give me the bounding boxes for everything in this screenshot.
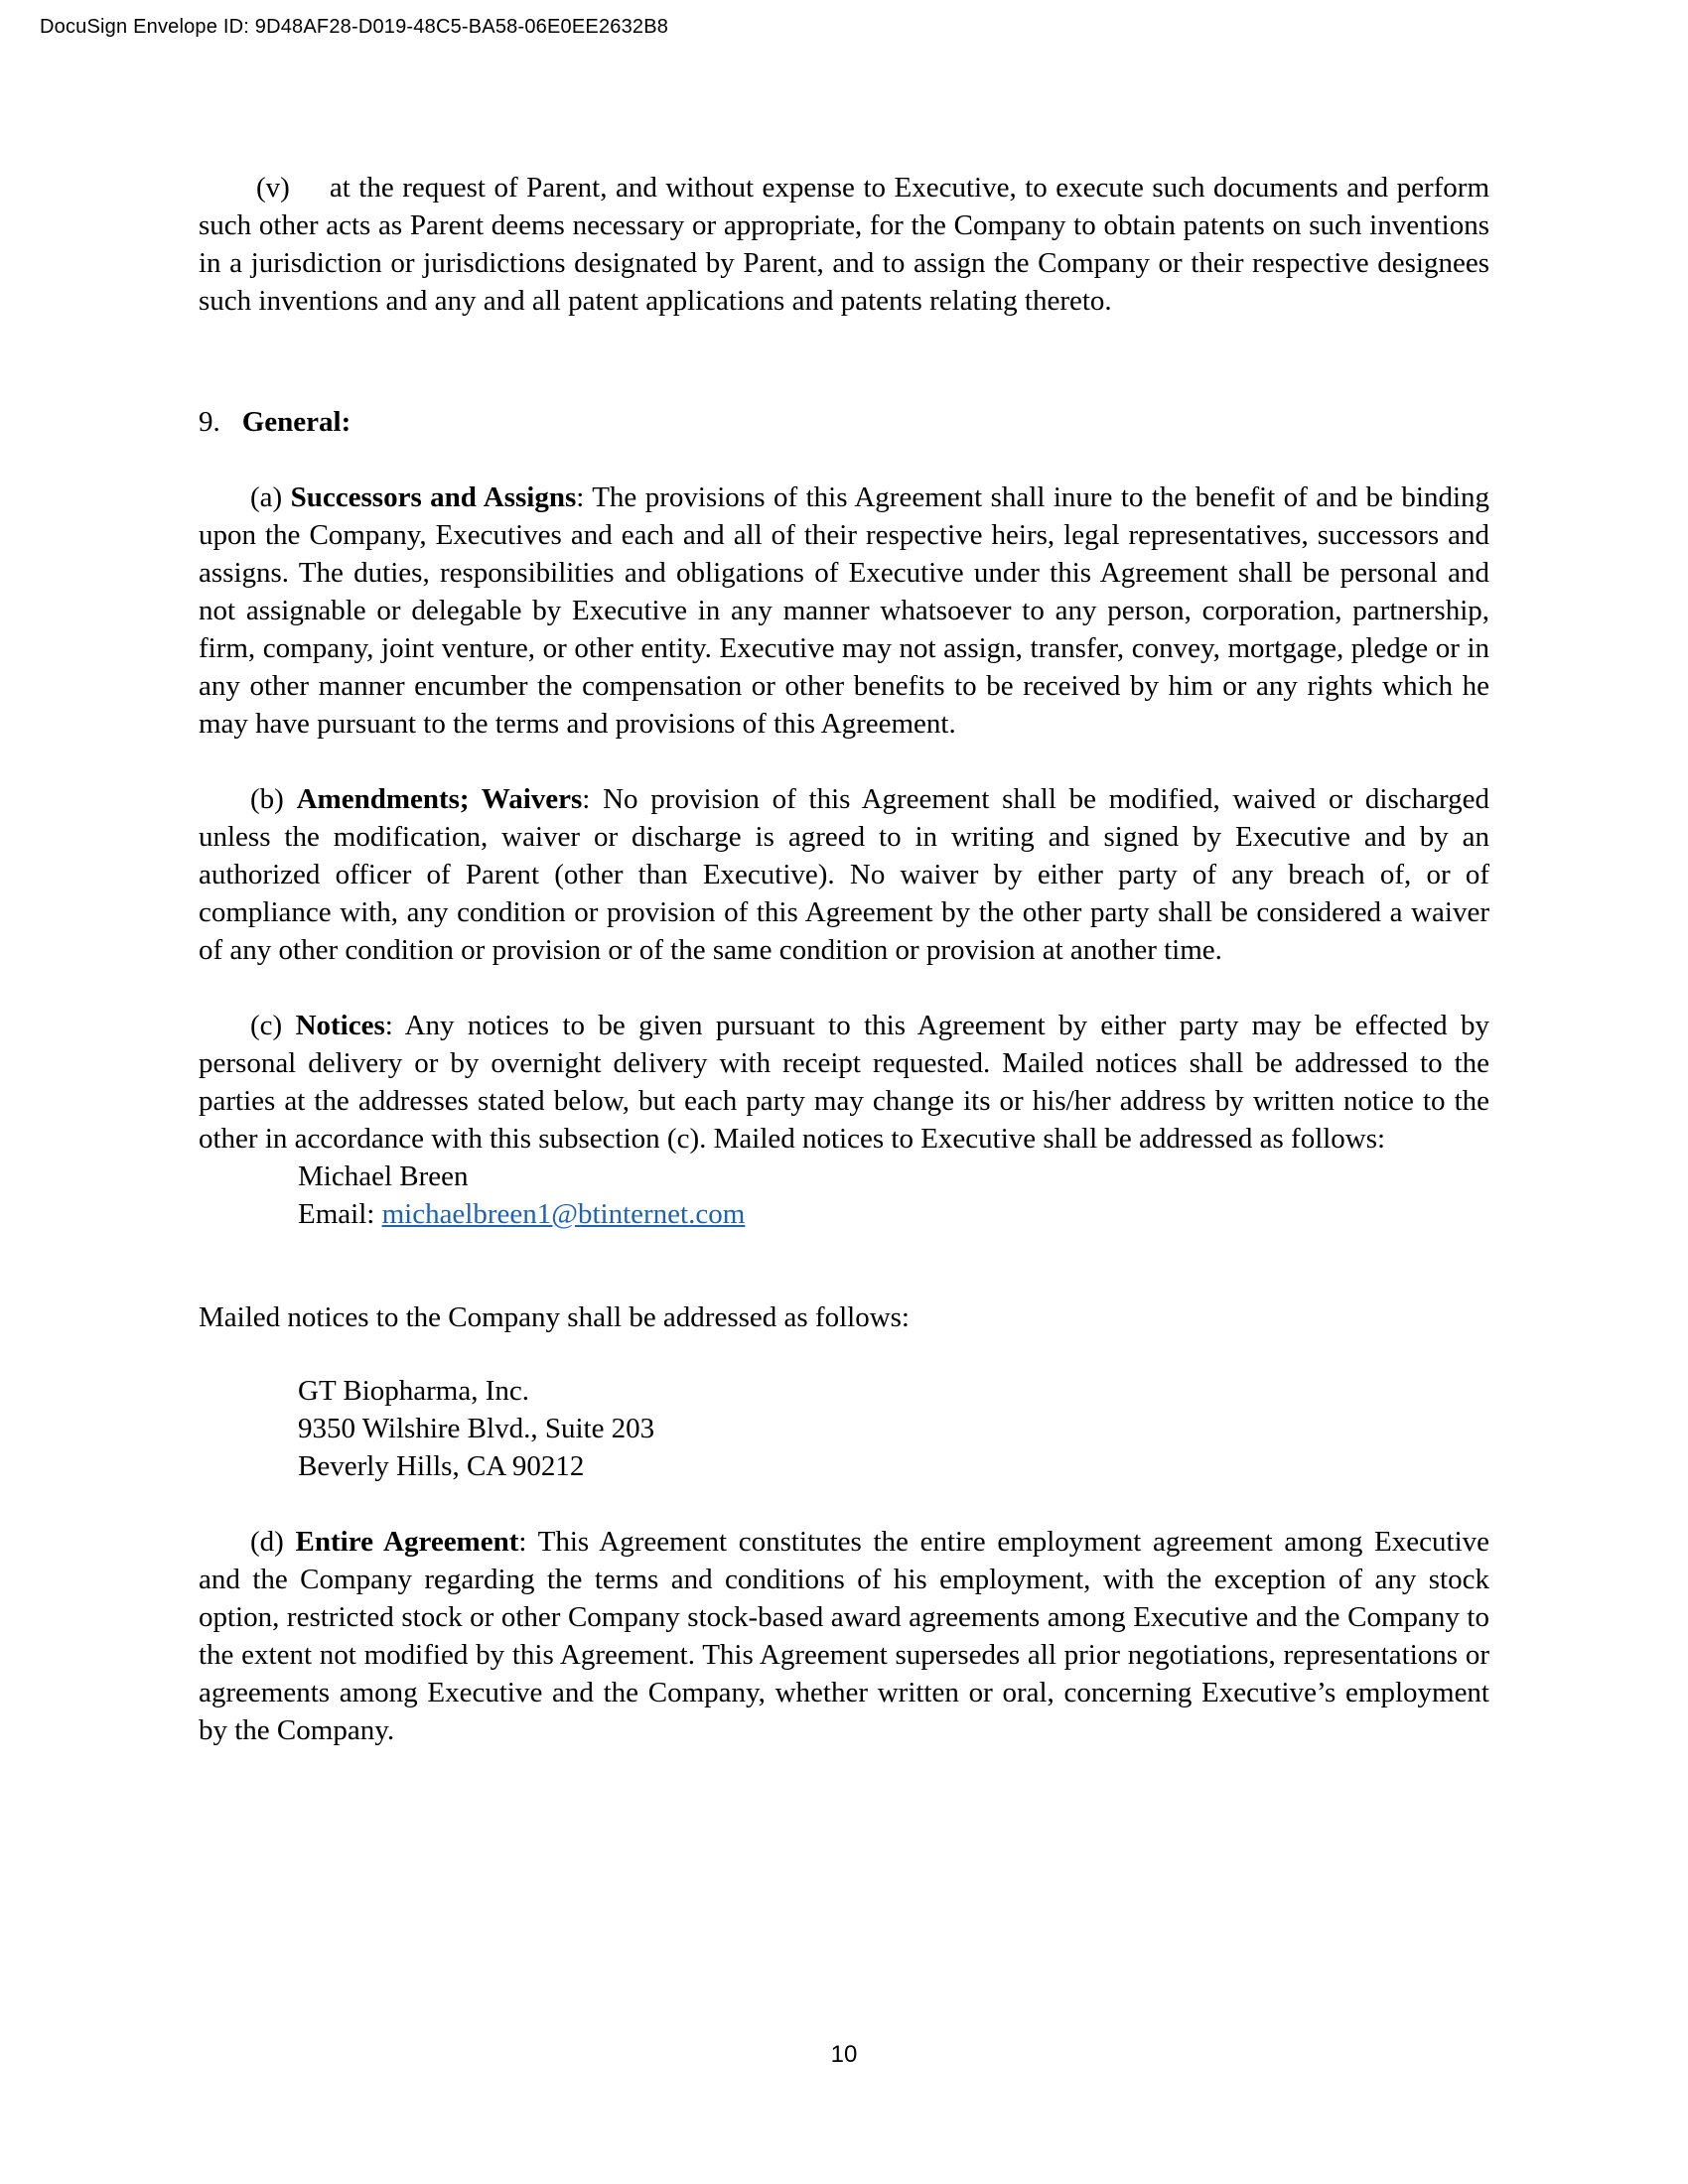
clause-v-paragraph (199, 169, 1489, 320)
paragraph-c-text: : Any notices to be given pursuant to this Agreement by either party may be effected by personal delivery or by overnight delivery with receipt requested. Mailed notices shall be addressed to the parties at the addresses stated below, but each party may change its or his/her address by written notice to the other in accordance with this subsection (c). Mailed notices to Executive shall be addressed as follows: (199, 1010, 1490, 1155)
company-address-city: Beverly Hills, CA 90212 (298, 1450, 585, 1482)
paragraph-d-text: : This Agreement constitutes the entire employment agreement among Executive and the Company regarding the terms and conditions of his employment, with the exception of any stock option, restricted stock or other Company stock-based award agreements among Executive and the Company to the extent not modified by this Agreement. This Agreement supersedes all prior negotiations, representations or agreements among Executive and the Company, whether written or oral, concerning Executive’s employment by the Company. (199, 1526, 1489, 1746)
paragraph-a-text: : The provisions of this Agreement shall inure to the benefit of and be binding upon the Company, Executives and each and all of their respective heirs, legal representatives, successors and assigns. The duties, responsibilities and obligations of Executive under this Agreement shall be personal and not assignable or delegable by Executive in any manner whatsoever to any person, corporation, partnership, firm, company, joint venture, or other entity. Executive may not assign, transfer, convey, mortgage, pledge or in any other manner encumber the compensation or other benefits to be received by him or any rights which he may have pursuant to the terms and provisions of this Agreement. (199, 481, 1489, 740)
paragraph-c-title: Notices (295, 1010, 385, 1041)
email-link[interactable]: michaelbreen1@btinternet.com (381, 1198, 746, 1230)
paragraph-b-text: : No provision of this Agreement shall be modified, waived or discharged unless the modification, waiver or discharge is agreed to in writing and signed by Executive and by an authorized officer of Parent (other than Executive). No waiver by either party of any breach of, or of compliance with, any condition or provision of this Agreement by the other party shall be considered a waiver of any other condition or provision or of the same condition or provision at another time. (199, 783, 1490, 966)
section-number: 9. (199, 406, 220, 438)
clause-v-marker: (v) (256, 172, 290, 204)
paragraph-c-notices (199, 1007, 1489, 1158)
paragraph-a-successors (199, 478, 1489, 743)
company-notice-intro: Mailed notices to the Company shall be addressed as follows: (199, 1301, 910, 1333)
docusign-envelope-id: DocuSign Envelope ID: 9D48AF28-D019-48C5-BA58-06E0EE2632B8 (40, 16, 669, 38)
company-address-street: 9350 Wilshire Blvd., Suite 203 (298, 1413, 655, 1444)
section-9-heading (199, 403, 1489, 441)
paragraph-a-lead: (a) (250, 481, 283, 513)
page-number: 10 (830, 2041, 858, 2068)
paragraph-d-entire-agreement (199, 1523, 1489, 1749)
executive-name: Michael Breen (298, 1160, 469, 1192)
paragraph-b-amendments (199, 780, 1489, 969)
paragraph-b-lead: (b) (250, 783, 284, 815)
paragraph-c-lead: (c) (250, 1010, 283, 1041)
email-label: Email: (298, 1198, 375, 1230)
section-title: General: (241, 406, 352, 438)
paragraph-d-lead: (d) (250, 1526, 284, 1558)
company-address-name: GT Biopharma, Inc. (298, 1375, 530, 1407)
executive-email-line (199, 1195, 1489, 1233)
paragraph-a-title: Successors and Assigns (290, 481, 577, 513)
document-body (199, 169, 1489, 1749)
paragraph-b-title: Amendments; Waivers (296, 783, 583, 815)
paragraph-d-title: Entire Agreement (295, 1526, 519, 1558)
clause-v-text: at the request of Parent, and without expense to Executive, to execute such documents and perform such other acts as Parent deems necessary or appropriate, for the Company to obtain patents on such inventions in a jurisdiction or jurisdictions designated by Parent, and to assign the Company or their respective designees such inventions and any and all patent applications and patents relating thereto. (199, 172, 1489, 317)
company-address-block (199, 1372, 1489, 1485)
